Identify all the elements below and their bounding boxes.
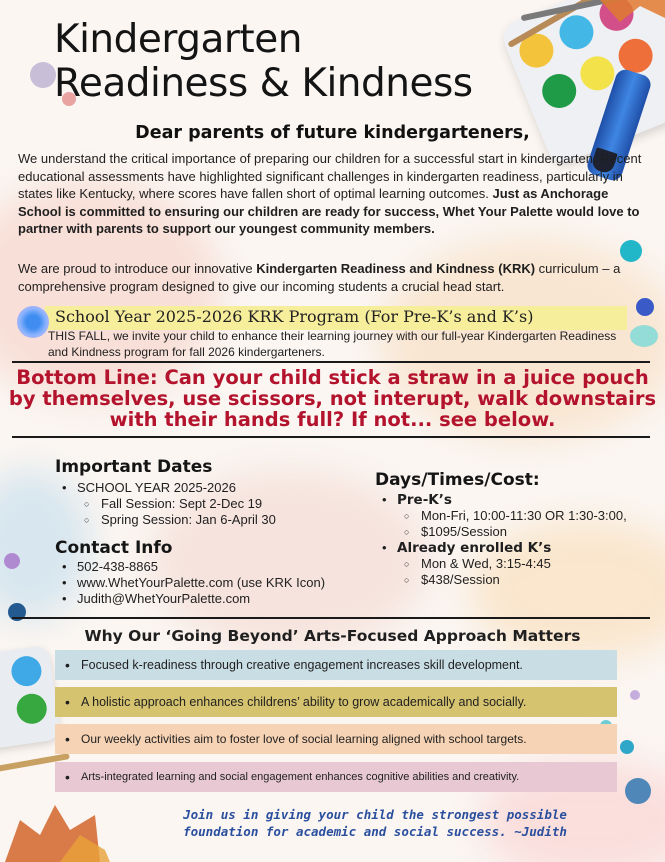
why-item-1 [55, 650, 617, 680]
contact-phone[interactable]: • 502-438-8865 [55, 559, 375, 575]
paint-dot [630, 325, 658, 347]
list-item: ○ $1095/Session [397, 524, 655, 540]
days-times-cost-heading: Days/Times/Cost: [375, 470, 540, 490]
intro-paragraph-1 [18, 150, 648, 238]
paint-dot [620, 740, 634, 754]
why-heading: Why Our ‘Going Beyond’ Arts-Focused Approach Matters [84, 627, 581, 645]
intro-p1-plain: We understand the critical importance of preparing our children for a successful start in kindergarten. Recent educational assessments have highlighted significant challenges in kindergarten readiness, particularly in states like Kentucky, where scores have fallen short of optimal learning outcomes. [18, 151, 642, 201]
why-item-2 [55, 687, 617, 717]
title-line-1: Kindergarten [54, 17, 302, 62]
divider [12, 617, 650, 619]
list-item: ○ Spring Session: Jan 6-April 30 [77, 512, 355, 528]
why-item-text: • Focused k-readiness through creative engagement increases skill development. [81, 658, 523, 672]
important-dates-heading: Important Dates [55, 457, 213, 477]
intro-paragraph-2 [18, 260, 648, 295]
school-year-text: THIS FALL, we invite your child to enhance their learning journey with our full-year Kindergarten Readiness and Kindness program for fall 2026 kindergarteners. [48, 329, 617, 359]
list-item [375, 492, 655, 540]
why-item-4 [55, 762, 617, 792]
page-title [54, 18, 473, 106]
contact-list [55, 559, 375, 607]
autumn-leaf-art [590, 0, 665, 30]
paint-dot [4, 553, 20, 569]
contact-website[interactable]: • www.WhetYourPalette.com (use KRK Icon) [55, 575, 375, 591]
autumn-leaf-art [0, 795, 110, 862]
closing-line-2: foundation for academic and social success. ~Judith [183, 824, 567, 839]
divider [12, 436, 650, 438]
list-item [55, 480, 355, 528]
why-item-3 [55, 724, 617, 754]
bottom-line-callout: Bottom Line: Can your child stick a straw in a juice pouch by themselves, use scissors, not interupt, walk downstairs with their hands full? If not... see below. [8, 366, 657, 431]
intro-p2-a: We are proud to introduce our innovative [18, 261, 257, 276]
why-item-text: • Our weekly activities aim to foster love of social learning aligned with school targets. [81, 732, 527, 746]
prek-label: Pre-K’s [397, 492, 452, 508]
paint-dot [630, 690, 640, 700]
contact-email[interactable]: • Judith@WhetYourPalette.com [55, 591, 375, 607]
divider [12, 361, 650, 363]
list-item [375, 540, 655, 588]
paint-dot [625, 778, 651, 804]
contact-info-heading: Contact Info [55, 538, 173, 558]
paint-dot [17, 306, 49, 338]
why-item-text: • A holistic approach enhances childrens’ ability to grow academically and socially. [81, 695, 527, 709]
paint-dot [30, 62, 56, 88]
k-label: Already enrolled K’s [397, 540, 552, 556]
intro-p2-b: curriculum – a comprehensive program designed to give our incoming students a crucial head start. [18, 261, 621, 294]
paint-dot [636, 298, 654, 316]
intro-p1-bold: Just as Anchorage School is committed to ensuring our children are ready for success, Whet Your Palette would love to partner with parents to support our youngest community members. [18, 186, 640, 236]
list-item: ○ Fall Session: Sept 2-Dec 19 [77, 496, 355, 512]
list-item: ○ $438/Session [397, 572, 655, 588]
closing-message [140, 806, 610, 840]
closing-line-1: Join us in giving your child the strongest possible [183, 807, 567, 822]
days-times-list [375, 492, 655, 588]
paint-palette-art [0, 645, 61, 750]
why-item-text: • Arts-integrated learning and social engagement enhances cognitive abilities and creativity. [81, 771, 520, 783]
list-item: ○ Mon-Fri, 10:00-11:30 OR 1:30-3:00, [397, 508, 655, 524]
intro-p2-bold: Kindergarten Readiness and Kindness (KRK) [256, 261, 536, 276]
school-year-label: SCHOOL YEAR 2025-2026 [77, 480, 236, 495]
title-line-2: Readiness & Kindness [54, 61, 473, 106]
paint-dot [620, 240, 642, 262]
important-dates-list [55, 480, 355, 528]
greeting-heading: Dear parents of future kindergarteners, [135, 123, 530, 143]
list-item: ○ Mon & Wed, 3:15-4:45 [397, 556, 655, 572]
school-year-title: School Year 2025-2026 KRK Program (For Pre-K’s and K’s) [55, 307, 534, 326]
